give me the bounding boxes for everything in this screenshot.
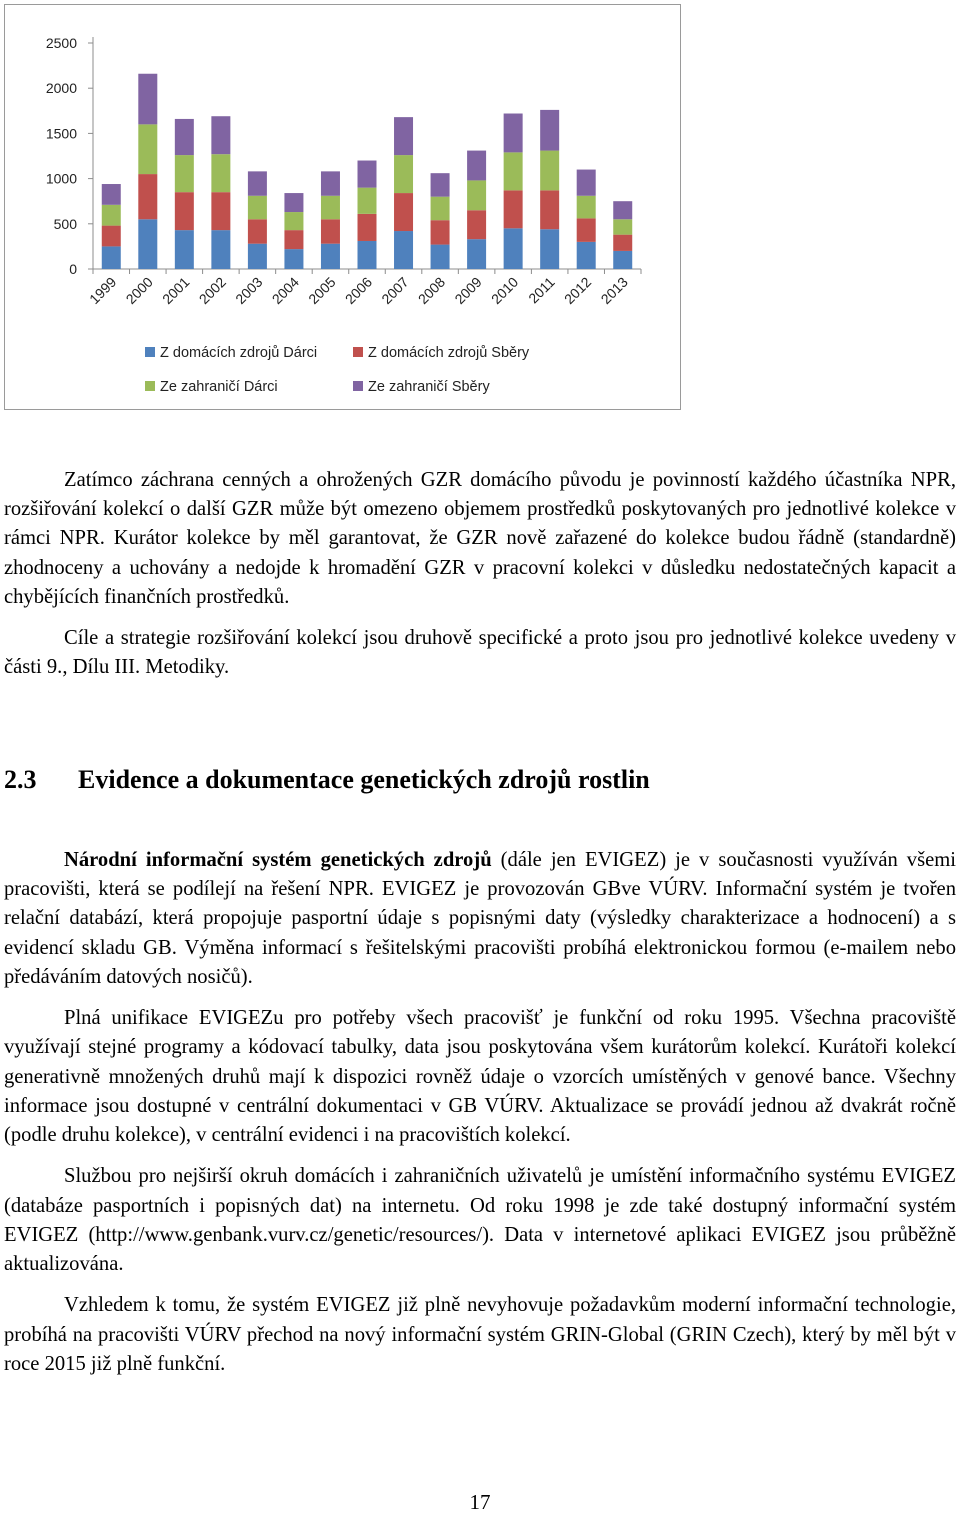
bar-segment (467, 239, 486, 269)
bar-segment (577, 196, 596, 219)
paragraph-1: Zatímco záchrana cenných a ohrožených GZR domácího původu je povinností každého účastníka NPR, rozšiřování kolekcí o další GZR může být omezeno objemem prostředků poskytovaných pro jednotlivé kolekce v rámci NPR. Kurátor kolekce by měl garantovat, že GZR nově zařazené do kolekce budou řádně (standardně) zhodnoceny a uchovány a nedojde k hromadění GZR v pracovní kolekci v důsledku nedostatečných kapacit a chybějících finančních prostředků. (4, 469, 956, 608)
bar-segment (540, 151, 559, 191)
page-number: 17 (469, 1490, 491, 1514)
bar-segment (504, 152, 523, 190)
bar-segment (613, 201, 632, 219)
bar-segment (138, 219, 157, 269)
x-tick-label: 2003 (232, 273, 266, 308)
bar-segment (467, 210, 486, 239)
bar-segment (211, 192, 230, 230)
section-number: 2.3 (4, 765, 37, 794)
bar-segment (358, 161, 377, 188)
bar-segment (467, 180, 486, 210)
bar-segment (102, 226, 121, 247)
x-tick-label: 2000 (122, 273, 156, 308)
bar-segment (284, 212, 303, 230)
bar-segment (321, 244, 340, 269)
y-tick-label: 500 (53, 215, 77, 232)
bar-segment (284, 249, 303, 269)
x-tick-label: 2001 (159, 273, 193, 308)
bar-segment (504, 114, 523, 153)
bar-segment (540, 229, 559, 269)
bar-segment (321, 171, 340, 195)
legend-swatch (353, 381, 363, 391)
x-tick-label: 2009 (451, 273, 485, 308)
x-tick-label: 2007 (378, 273, 412, 308)
bar-segment (175, 192, 194, 230)
bar-segment (248, 196, 267, 220)
bar-segment (431, 197, 450, 221)
section-heading (4, 760, 956, 800)
y-tick-label: 2000 (45, 80, 77, 97)
bar-segment (613, 251, 632, 269)
bar-segment (284, 230, 303, 249)
bar-segment (102, 246, 121, 269)
bar-segment (358, 214, 377, 241)
bar-segment (467, 151, 486, 181)
chart-container (4, 4, 681, 410)
bar-segment (211, 230, 230, 269)
bar-segment (613, 219, 632, 234)
bar-segment (504, 228, 523, 269)
legend-label: Z domácích zdrojů Dárci (160, 345, 318, 361)
bar-segment (175, 155, 194, 192)
paragraph-4: Plná unifikace EVIGEZu pro potřeby všech pracovišť je funkční od roku 1995. Všechna pracoviště využívají stejné programy a kódovací tabulky, data jsou poskytována všem kurátorům kolekcí. Kurátoři kolekcí generativně množených druhů mají k dispozici rovněž údaje o vzorcích umístěných v genové bance. Všechny informace jsou dostupné v centrální dokumentaci v GB VÚRV. Aktualizace se provádí jednou až dvakrát ročně (podle druhu kolekce), v centrální evidenci i na pracovištích kolekcí. (4, 1007, 956, 1147)
bar-segment (211, 116, 230, 154)
x-tick-label: 2004 (268, 273, 303, 308)
x-tick-label: 2005 (305, 273, 339, 308)
bar-segment (394, 155, 413, 193)
bar-segment (175, 119, 194, 155)
x-tick-label: 2013 (597, 273, 631, 308)
y-tick-label: 1500 (45, 125, 77, 142)
x-tick-label: 2008 (414, 273, 449, 308)
x-tick-label: 1999 (86, 273, 120, 308)
y-tick-label: 2500 (45, 35, 77, 51)
bar-segment (431, 220, 450, 244)
x-tick-label: 2011 (525, 273, 558, 307)
bar-segment (102, 184, 121, 205)
x-tick-label: 2002 (195, 273, 229, 308)
bar-segment (577, 242, 596, 269)
bar-segment (431, 245, 450, 269)
bar-segment (248, 244, 267, 269)
paragraph-3-bold: Národní informační systém genetických zdrojů (64, 849, 492, 871)
bar-segment (504, 190, 523, 228)
bar-segment (248, 219, 267, 243)
bar-segment (431, 173, 450, 197)
bar-segment (248, 171, 267, 195)
bar-segment (394, 117, 413, 155)
legend-label: Ze zahraničí Dárci (160, 379, 278, 395)
paragraph-3 (4, 846, 956, 992)
document-body-bottom (4, 846, 956, 1379)
paragraph-2: Cíle a strategie rozšiřování kolekcí jsou druhově specifické a proto jsou pro jednotlivé kolekce uvedeny v části 9., Dílu III. Metodiky. (4, 627, 956, 679)
document-body-top (4, 466, 956, 683)
bar-segment (613, 235, 632, 251)
bar-segment (138, 124, 157, 174)
y-tick-label: 1000 (45, 170, 77, 187)
bar-segment (321, 219, 340, 243)
stacked-bar-chart (5, 5, 682, 411)
bar-segment (540, 110, 559, 151)
bar-segment (394, 193, 413, 231)
bar-segment (577, 218, 596, 242)
bar-segment (394, 231, 413, 269)
legend-swatch (353, 347, 363, 357)
bar-segment (138, 74, 157, 125)
bar-segment (358, 241, 377, 269)
x-tick-label: 2006 (341, 273, 376, 308)
bar-segment (321, 196, 340, 220)
paragraph-6: Vzhledem k tomu, že systém EVIGEZ již plně nevyhovuje požadavkům moderní informační technologie, probíhá na pracovišti VÚRV přechod na nový informační systém GRIN-Global (GRIN Czech), který by měl být v roce 2015 již plně funkční. (4, 1294, 956, 1375)
paragraph-3-rest: (dále jen EVIGEZ) je v současnosti využíván všemi pracovišti, která se podílejí na řešení NPR. EVIGEZ je provozován GBve VÚRV. Informační systém je tvořen relační databází, která propojuje pasportní údaje s popisnými daty (výsledky charakterizace a hodnocení) a s evidencí skladu GB. Výměna informací s řešitelskými pracovišti probíhá elektronickou formou (e-mailem nebo předáváním datových nosičů). (4, 849, 956, 988)
legend-swatch (145, 347, 155, 357)
legend-swatch (145, 381, 155, 391)
y-tick-label: 0 (69, 261, 77, 277)
x-tick-label: 2012 (560, 273, 595, 308)
paragraph-5: Službou pro nejširší okruh domácích i zahraničních uživatelů je umístění informačního systému EVIGEZ (databáze pasportních i popisných dat) na internetu. Od roku 1998 je zde také dostupný informační systém EVIGEZ (http://www.genbank.vurv.cz/genetic/resources/). Data v internetové aplikaci EVIGEZ jsou průběžně aktualizována. (4, 1165, 956, 1276)
x-tick-label: 2010 (487, 273, 522, 308)
bar-segment (577, 170, 596, 196)
bar-segment (540, 190, 559, 229)
bar-segment (358, 188, 377, 214)
bar-segment (284, 193, 303, 212)
legend-label: Ze zahraničí Sběry (368, 379, 490, 395)
bar-segment (175, 230, 194, 269)
bar-segment (211, 154, 230, 192)
bar-segment (102, 205, 121, 226)
bar-segment (138, 174, 157, 219)
legend-label: Z domácích zdrojů Sběry (368, 345, 530, 361)
section-title: Evidence a dokumentace genetických zdrojů rostlin (78, 765, 650, 794)
